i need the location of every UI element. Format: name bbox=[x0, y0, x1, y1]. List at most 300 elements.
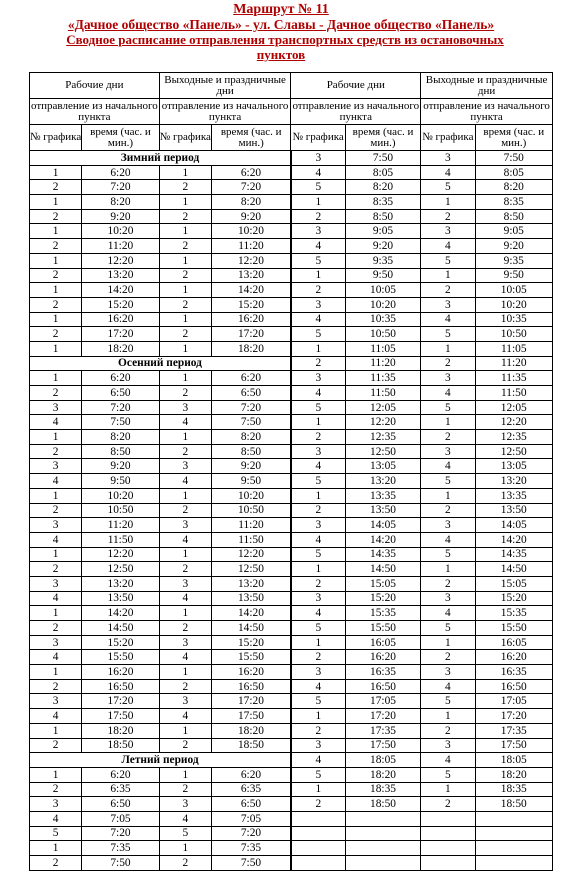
schedule-num: 4 bbox=[291, 386, 345, 401]
departure-time: 7:20 bbox=[211, 400, 291, 415]
departure-time: 11:20 bbox=[211, 239, 291, 254]
departure-time: 15:35 bbox=[345, 606, 420, 621]
departure-time: 15:20 bbox=[211, 297, 291, 312]
schedule-num: 2 bbox=[159, 679, 211, 694]
period-heading: Осенний период bbox=[30, 356, 291, 371]
schedule-num: 1 bbox=[159, 283, 211, 298]
departure-time: 14:05 bbox=[475, 518, 552, 533]
departure-time: 12:50 bbox=[345, 444, 420, 459]
departure-time: 6:35 bbox=[211, 782, 291, 797]
schedule-num: 4 bbox=[291, 165, 345, 180]
table-row bbox=[30, 268, 553, 283]
departure-time: 7:35 bbox=[82, 841, 159, 856]
departure-time: 13:20 bbox=[345, 474, 420, 489]
departure-time: 12:50 bbox=[211, 562, 291, 577]
departure-time: 18:05 bbox=[345, 753, 420, 768]
table-row bbox=[30, 312, 553, 327]
schedule-num bbox=[421, 826, 475, 841]
departure-time: 6:50 bbox=[82, 797, 159, 812]
departure-time: 16:20 bbox=[82, 312, 159, 327]
departure-time: 18:20 bbox=[82, 341, 159, 356]
schedule-num: 1 bbox=[421, 341, 475, 356]
departure-time: 18:50 bbox=[211, 738, 291, 753]
schedule-num: 3 bbox=[291, 444, 345, 459]
schedule-num: 2 bbox=[159, 297, 211, 312]
departure-time: 7:50 bbox=[345, 151, 420, 166]
departure-time: 10:35 bbox=[475, 312, 552, 327]
schedule-num: 4 bbox=[159, 591, 211, 606]
departure-time: 9:05 bbox=[345, 224, 420, 239]
schedule-num: 1 bbox=[159, 253, 211, 268]
departure-time: 18:20 bbox=[211, 723, 291, 738]
departure-time: 6:50 bbox=[211, 797, 291, 812]
departure-time: 17:50 bbox=[475, 738, 552, 753]
departure-time: 12:20 bbox=[211, 253, 291, 268]
departure-time: 18:20 bbox=[211, 341, 291, 356]
schedule-num: 4 bbox=[291, 606, 345, 621]
col-time: время (час. и мин.) bbox=[82, 125, 159, 151]
departure-time: 16:05 bbox=[345, 635, 420, 650]
schedule-num: 2 bbox=[30, 503, 82, 518]
departure-time: 11:05 bbox=[345, 341, 420, 356]
departure-time: 11:35 bbox=[345, 371, 420, 386]
departure-time: 18:50 bbox=[475, 797, 552, 812]
departure-time: 15:20 bbox=[475, 591, 552, 606]
departure-time: 8:20 bbox=[82, 195, 159, 210]
schedule-table bbox=[29, 72, 553, 871]
schedule-num: 4 bbox=[159, 532, 211, 547]
departure-time: 17:35 bbox=[475, 723, 552, 738]
departure-time: 8:50 bbox=[475, 209, 552, 224]
departure-time: 9:20 bbox=[82, 209, 159, 224]
table-row bbox=[30, 430, 553, 445]
schedule-num: 2 bbox=[291, 650, 345, 665]
schedule-num: 1 bbox=[159, 767, 211, 782]
departure-time: 6:50 bbox=[211, 386, 291, 401]
schedule-num: 2 bbox=[291, 503, 345, 518]
departure-time: 16:20 bbox=[211, 665, 291, 680]
departure-time: 8:35 bbox=[475, 195, 552, 210]
schedule-num: 2 bbox=[159, 386, 211, 401]
table-row bbox=[30, 797, 553, 812]
schedule-num: 1 bbox=[159, 841, 211, 856]
table-row bbox=[30, 606, 553, 621]
departure-time: 16:50 bbox=[345, 679, 420, 694]
departure-time: 13:20 bbox=[475, 474, 552, 489]
schedule-num: 2 bbox=[421, 356, 475, 371]
schedule-num: 4 bbox=[291, 312, 345, 327]
departure-time: 17:05 bbox=[475, 694, 552, 709]
schedule-num: 1 bbox=[159, 341, 211, 356]
schedule-num: 5 bbox=[291, 180, 345, 195]
table-row bbox=[30, 474, 553, 489]
table-row bbox=[30, 576, 553, 591]
departure-time: 16:20 bbox=[345, 650, 420, 665]
departure-time: 14:20 bbox=[211, 283, 291, 298]
group-weekend-left: Выходные и праздничные дни bbox=[159, 73, 291, 99]
schedule-num: 3 bbox=[159, 459, 211, 474]
schedule-num: 1 bbox=[159, 723, 211, 738]
departure-time: 11:50 bbox=[345, 386, 420, 401]
departure-time: 12:20 bbox=[475, 415, 552, 430]
schedule-num: 3 bbox=[291, 224, 345, 239]
table-row bbox=[30, 635, 553, 650]
departure-time: 6:20 bbox=[211, 165, 291, 180]
col-time: время (час. и мин.) bbox=[475, 125, 552, 151]
schedule-num: 5 bbox=[30, 826, 82, 841]
schedule-num: 1 bbox=[159, 488, 211, 503]
departure-label: отправление из начального пункта bbox=[159, 99, 291, 125]
schedule-num: 3 bbox=[291, 591, 345, 606]
table-row bbox=[30, 180, 553, 195]
schedule-num: 4 bbox=[159, 474, 211, 489]
departure-time: 16:05 bbox=[475, 635, 552, 650]
table-row bbox=[30, 151, 553, 166]
departure-time bbox=[475, 826, 552, 841]
departure-time: 8:20 bbox=[211, 195, 291, 210]
table-row bbox=[30, 327, 553, 342]
departure-time: 13:50 bbox=[345, 503, 420, 518]
schedule-num: 3 bbox=[421, 371, 475, 386]
departure-time: 11:20 bbox=[345, 356, 420, 371]
departure-time: 12:05 bbox=[475, 400, 552, 415]
departure-time: 7:50 bbox=[211, 415, 291, 430]
departure-time: 9:20 bbox=[82, 459, 159, 474]
departure-time: 12:20 bbox=[82, 547, 159, 562]
departure-time: 14:35 bbox=[345, 547, 420, 562]
departure-time: 14:50 bbox=[345, 562, 420, 577]
schedule-num: 1 bbox=[159, 547, 211, 562]
schedule-num: 2 bbox=[159, 180, 211, 195]
schedule-num: 3 bbox=[159, 694, 211, 709]
schedule-num: 2 bbox=[159, 239, 211, 254]
table-row bbox=[30, 415, 553, 430]
schedule-num: 1 bbox=[291, 782, 345, 797]
departure-time: 13:20 bbox=[82, 268, 159, 283]
schedule-num: 2 bbox=[421, 503, 475, 518]
period-heading: Летний период bbox=[30, 753, 291, 768]
schedule-num: 3 bbox=[421, 224, 475, 239]
departure-time: 6:20 bbox=[82, 371, 159, 386]
schedule-num: 5 bbox=[291, 400, 345, 415]
schedule-num: 5 bbox=[421, 253, 475, 268]
table-row bbox=[30, 165, 553, 180]
departure-time: 16:50 bbox=[475, 679, 552, 694]
departure-time: 14:05 bbox=[345, 518, 420, 533]
departure-time: 7:50 bbox=[211, 856, 291, 871]
departure-time: 10:05 bbox=[475, 283, 552, 298]
schedule-num: 1 bbox=[30, 665, 82, 680]
schedule-num: 1 bbox=[159, 430, 211, 445]
departure-time: 14:50 bbox=[82, 621, 159, 636]
departure-time: 10:20 bbox=[345, 297, 420, 312]
table-row bbox=[30, 283, 553, 298]
schedule-num: 4 bbox=[421, 386, 475, 401]
departure-time: 6:50 bbox=[82, 386, 159, 401]
schedule-num: 2 bbox=[291, 283, 345, 298]
table-row bbox=[30, 826, 553, 841]
col-num: № графика bbox=[291, 125, 345, 151]
departure-time: 9:05 bbox=[475, 224, 552, 239]
departure-time: 13:35 bbox=[345, 488, 420, 503]
schedule-num: 2 bbox=[30, 562, 82, 577]
schedule-num: 4 bbox=[30, 532, 82, 547]
schedule-num: 3 bbox=[159, 797, 211, 812]
departure-time: 10:50 bbox=[345, 327, 420, 342]
schedule-num: 2 bbox=[159, 209, 211, 224]
schedule-num: 4 bbox=[291, 239, 345, 254]
schedule-num: 4 bbox=[421, 679, 475, 694]
table-row bbox=[30, 386, 553, 401]
departure-time: 9:35 bbox=[475, 253, 552, 268]
departure-time: 17:05 bbox=[345, 694, 420, 709]
schedule-num: 1 bbox=[30, 767, 82, 782]
schedule-num: 2 bbox=[30, 180, 82, 195]
table-row bbox=[30, 679, 553, 694]
schedule-num: 2 bbox=[421, 576, 475, 591]
departure-time: 17:20 bbox=[211, 327, 291, 342]
schedule-num: 5 bbox=[421, 327, 475, 342]
departure-time: 9:50 bbox=[345, 268, 420, 283]
group-working-right: Рабочие дни bbox=[291, 73, 421, 99]
departure-label: отправление из начального пункта bbox=[292, 99, 420, 123]
schedule-num: 1 bbox=[291, 415, 345, 430]
schedule-num: 3 bbox=[159, 400, 211, 415]
departure-time: 10:20 bbox=[211, 488, 291, 503]
table-row bbox=[30, 621, 553, 636]
departure-time: 9:35 bbox=[345, 253, 420, 268]
schedule-num: 1 bbox=[30, 165, 82, 180]
departure-time: 9:20 bbox=[345, 239, 420, 254]
schedule-num: 1 bbox=[30, 283, 82, 298]
departure-time: 15:20 bbox=[82, 635, 159, 650]
departure-time: 11:20 bbox=[211, 518, 291, 533]
schedule-num: 2 bbox=[30, 738, 82, 753]
schedule-num: 2 bbox=[421, 430, 475, 445]
schedule-num: 2 bbox=[30, 679, 82, 694]
schedule-num: 1 bbox=[421, 268, 475, 283]
schedule-num: 1 bbox=[159, 224, 211, 239]
departure-time: 18:50 bbox=[82, 738, 159, 753]
departure-time: 15:20 bbox=[211, 635, 291, 650]
schedule-num: 3 bbox=[30, 576, 82, 591]
departure-time: 18:05 bbox=[475, 753, 552, 768]
table-row bbox=[30, 518, 553, 533]
schedule-num: 3 bbox=[421, 591, 475, 606]
schedule-num: 1 bbox=[30, 312, 82, 327]
schedule-num: 4 bbox=[159, 415, 211, 430]
departure-time: 13:05 bbox=[475, 459, 552, 474]
schedule-num: 5 bbox=[421, 694, 475, 709]
schedule-num: 2 bbox=[30, 268, 82, 283]
schedule-num: 4 bbox=[30, 811, 82, 826]
departure-time: 18:35 bbox=[345, 782, 420, 797]
schedule-num: 4 bbox=[421, 532, 475, 547]
departure-time: 14:20 bbox=[345, 532, 420, 547]
departure-time: 9:50 bbox=[82, 474, 159, 489]
departure-time: 12:50 bbox=[475, 444, 552, 459]
schedule-num: 4 bbox=[421, 459, 475, 474]
schedule-num: 4 bbox=[30, 415, 82, 430]
table-row bbox=[30, 547, 553, 562]
departure-time: 11:20 bbox=[475, 356, 552, 371]
schedule-num: 2 bbox=[159, 444, 211, 459]
departure-time bbox=[475, 811, 552, 826]
departure-time: 8:05 bbox=[475, 165, 552, 180]
schedule-num: 5 bbox=[291, 327, 345, 342]
col-num: № графика bbox=[159, 125, 211, 151]
departure-time: 15:20 bbox=[82, 297, 159, 312]
schedule-num: 5 bbox=[421, 474, 475, 489]
departure-time bbox=[475, 856, 552, 871]
route-title: Маршрут № 11 bbox=[233, 2, 329, 17]
schedule-num: 1 bbox=[291, 635, 345, 650]
schedule-num: 3 bbox=[159, 518, 211, 533]
table-row bbox=[30, 856, 553, 871]
departure-time: 15:50 bbox=[82, 650, 159, 665]
schedule-num: 1 bbox=[291, 709, 345, 724]
schedule-num: 2 bbox=[30, 386, 82, 401]
schedule-num: 3 bbox=[421, 297, 475, 312]
schedule-num: 1 bbox=[30, 341, 82, 356]
departure-time: 13:20 bbox=[211, 268, 291, 283]
schedule-num bbox=[291, 826, 345, 841]
departure-time: 11:50 bbox=[211, 532, 291, 547]
schedule-num bbox=[291, 856, 345, 871]
departure-time: 8:20 bbox=[211, 430, 291, 445]
departure-time: 14:20 bbox=[475, 532, 552, 547]
schedule-num: 2 bbox=[291, 430, 345, 445]
departure-time: 7:20 bbox=[82, 180, 159, 195]
departure-time: 10:20 bbox=[475, 297, 552, 312]
table-row bbox=[30, 503, 553, 518]
departure-time: 12:35 bbox=[475, 430, 552, 445]
schedule-num: 2 bbox=[159, 268, 211, 283]
departure-time: 17:50 bbox=[211, 709, 291, 724]
departure-time: 14:35 bbox=[475, 547, 552, 562]
departure-time: 7:50 bbox=[82, 856, 159, 871]
schedule-num: 3 bbox=[291, 297, 345, 312]
schedule-num: 1 bbox=[159, 195, 211, 210]
schedule-num: 3 bbox=[421, 444, 475, 459]
schedule-num: 3 bbox=[421, 151, 475, 166]
table-row bbox=[30, 753, 553, 768]
table-row bbox=[30, 767, 553, 782]
schedule-num: 2 bbox=[30, 327, 82, 342]
schedule-num: 5 bbox=[291, 474, 345, 489]
schedule-num: 2 bbox=[159, 856, 211, 871]
schedule-num: 2 bbox=[159, 503, 211, 518]
schedule-subtitle: Сводное расписание отправления транспортных средств из остановочных bbox=[66, 32, 504, 47]
table-row bbox=[30, 371, 553, 386]
schedule-num: 2 bbox=[30, 782, 82, 797]
schedule-num: 1 bbox=[421, 562, 475, 577]
departure-time: 16:20 bbox=[211, 312, 291, 327]
schedule-num: 1 bbox=[159, 312, 211, 327]
schedule-num: 1 bbox=[159, 665, 211, 680]
departure-time: 11:20 bbox=[82, 518, 159, 533]
departure-time: 13:50 bbox=[475, 503, 552, 518]
departure-time: 18:20 bbox=[345, 767, 420, 782]
schedule-num bbox=[421, 856, 475, 871]
table-row bbox=[30, 356, 553, 371]
schedule-num: 3 bbox=[30, 797, 82, 812]
departure-time: 17:20 bbox=[475, 709, 552, 724]
schedule-num: 1 bbox=[30, 488, 82, 503]
departure-time: 17:50 bbox=[82, 709, 159, 724]
departure-time: 9:20 bbox=[211, 459, 291, 474]
schedule-num: 5 bbox=[421, 547, 475, 562]
departure-time: 8:35 bbox=[345, 195, 420, 210]
table-row bbox=[30, 665, 553, 680]
table-row bbox=[30, 650, 553, 665]
schedule-num: 4 bbox=[421, 312, 475, 327]
departure-time: 17:35 bbox=[345, 723, 420, 738]
col-num: № графика bbox=[421, 125, 475, 151]
departure-time: 16:35 bbox=[345, 665, 420, 680]
schedule-num: 1 bbox=[421, 709, 475, 724]
departure-time: 13:50 bbox=[211, 591, 291, 606]
schedule-num: 4 bbox=[30, 591, 82, 606]
schedule-num: 3 bbox=[291, 665, 345, 680]
schedule-num: 5 bbox=[291, 253, 345, 268]
departure-time: 16:20 bbox=[475, 650, 552, 665]
schedule-subtitle-cont: пунктов bbox=[256, 47, 306, 62]
schedule-num: 1 bbox=[30, 547, 82, 562]
departure-time: 18:35 bbox=[475, 782, 552, 797]
departure-time: 16:20 bbox=[82, 665, 159, 680]
table-row bbox=[30, 444, 553, 459]
schedule-num: 1 bbox=[30, 224, 82, 239]
schedule-num: 3 bbox=[30, 400, 82, 415]
page-header bbox=[0, 2, 562, 62]
schedule-num: 3 bbox=[421, 738, 475, 753]
departure-time: 15:05 bbox=[475, 576, 552, 591]
departure-time: 7:20 bbox=[211, 826, 291, 841]
departure-time: 8:50 bbox=[345, 209, 420, 224]
schedule-num: 2 bbox=[159, 621, 211, 636]
departure-time: 18:20 bbox=[475, 767, 552, 782]
departure-time: 7:50 bbox=[475, 151, 552, 166]
group-weekend-right: Выходные и праздничные дни bbox=[421, 73, 553, 99]
table-row bbox=[30, 400, 553, 415]
schedule-num: 3 bbox=[159, 576, 211, 591]
schedule-num: 4 bbox=[30, 650, 82, 665]
departure-time: 9:20 bbox=[211, 209, 291, 224]
departure-time: 15:05 bbox=[345, 576, 420, 591]
schedule-num: 5 bbox=[421, 767, 475, 782]
departure-time: 7:20 bbox=[82, 826, 159, 841]
schedule-num: 1 bbox=[291, 341, 345, 356]
table-row bbox=[30, 532, 553, 547]
departure-time: 13:20 bbox=[82, 576, 159, 591]
departure-time: 6:20 bbox=[82, 165, 159, 180]
schedule-num: 4 bbox=[421, 165, 475, 180]
schedule-num: 1 bbox=[291, 195, 345, 210]
departure-time: 10:20 bbox=[82, 488, 159, 503]
schedule-num: 5 bbox=[291, 767, 345, 782]
departure-time: 18:20 bbox=[82, 723, 159, 738]
schedule-num: 4 bbox=[30, 709, 82, 724]
departure-time: 13:05 bbox=[345, 459, 420, 474]
departure-time: 7:05 bbox=[82, 811, 159, 826]
table-row bbox=[30, 591, 553, 606]
schedule-num: 3 bbox=[291, 151, 345, 166]
departure-time: 10:50 bbox=[475, 327, 552, 342]
schedule-num: 1 bbox=[30, 606, 82, 621]
schedule-num: 5 bbox=[421, 621, 475, 636]
departure-time: 17:20 bbox=[82, 327, 159, 342]
